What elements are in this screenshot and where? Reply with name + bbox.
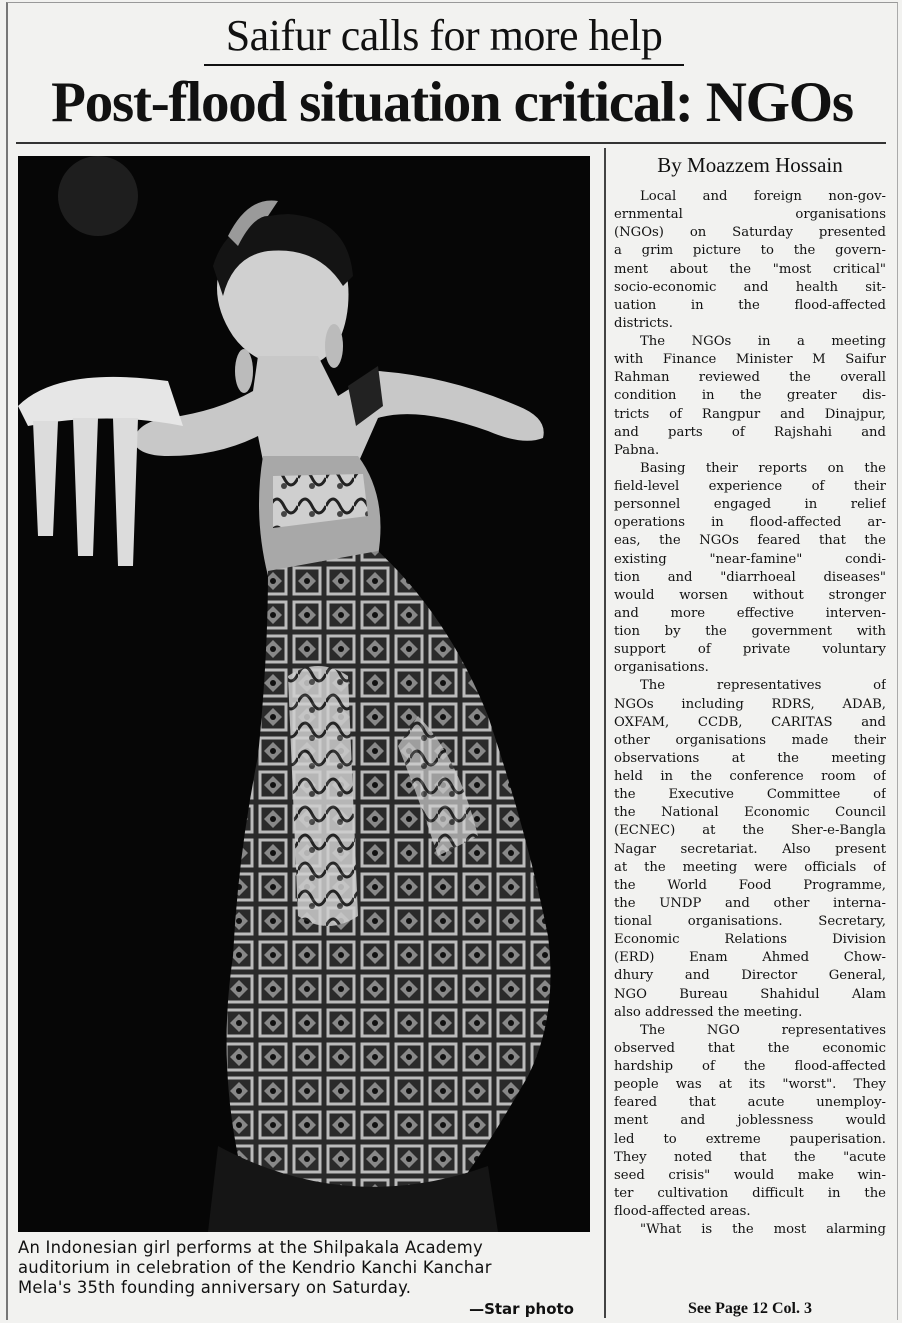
article-line: The NGO representatives [640, 1022, 886, 1038]
article-line: (ERD) Enam Ahmed Chow- [614, 950, 886, 966]
article-line: The NGOs in a meeting [640, 334, 886, 349]
article-line: the World Food Programme, [614, 877, 886, 893]
article-line: OXFAM, CCDB, CARITAS and [614, 714, 886, 730]
article-line: tion by the government with [614, 624, 886, 639]
article-line: ment about the "most critical" [614, 261, 886, 277]
article-line: dhury and Director General, [614, 968, 886, 984]
article-line: with Finance Minister M Saifur [614, 352, 886, 368]
article-line: Local and foreign non-gov- [640, 189, 886, 204]
article-line: the UNDP and other interna- [614, 895, 886, 911]
continuation-line: See Page 12 Col. 3 [688, 1300, 812, 1317]
article-line: (NGOs) on Saturday presented [614, 225, 886, 241]
article-line: observations at the meeting [614, 750, 886, 766]
article-line: NGOs including RDRS, ADAB, [614, 696, 886, 712]
article-line: ment and joblessness would [614, 1113, 886, 1129]
article-line: a grim picture to the govern- [614, 243, 886, 259]
article-line: organisations. [614, 660, 709, 676]
byline: By Moazzem Hossain [657, 153, 843, 177]
main-headline: Post-flood situation critical: NGOs [51, 71, 853, 134]
article-line: Basing their reports on the [640, 460, 886, 476]
article-line: tion and "diarrhoeal diseases" [614, 569, 886, 585]
article-line: field-level experience of their [614, 479, 886, 494]
article-line: Rahman reviewed the overall [614, 370, 886, 386]
photo-credit: —Star photo [469, 1300, 574, 1318]
article-line: personnel engaged in relief [614, 497, 886, 513]
article-line: the National Economic Council [614, 805, 886, 821]
article-line: and more effective interven- [614, 605, 886, 621]
photo-caption [18, 1238, 593, 1298]
article-line: operations in flood-affected ar- [614, 515, 886, 531]
article-line: "What is the most alarming [640, 1222, 886, 1238]
article-line: tricts of Rangpur and Dinajpur, [614, 406, 886, 422]
article-line: Nagar secretariat. Also present [614, 841, 886, 857]
article-line: observed that the economic [614, 1040, 886, 1056]
article-line: and parts of Rajshahi and [614, 424, 886, 440]
article-line: The representatives of [640, 678, 886, 694]
caption-line: Mela's 35th founding anniversary on Saturday. [18, 1278, 412, 1297]
article-line: Pabna. [614, 442, 660, 458]
article-line: districts. [614, 315, 673, 331]
article-line: people was at its "worst". They [614, 1077, 886, 1093]
article-line: They noted that the "acute [614, 1149, 886, 1165]
kicker-headline: Saifur calls for more help [204, 10, 684, 66]
article-line: flood-affected areas. [614, 1204, 751, 1219]
article-line: Economic Relations Division [614, 932, 886, 948]
caption-line: auditorium in celebration of the Kendrio Kanchi Kanchar [18, 1258, 492, 1277]
article-line: seed crisis" would make win- [614, 1167, 886, 1183]
caption-line: An Indonesian girl performs at the Shilpakala Academy [18, 1238, 483, 1257]
article-line: tional organisations. Secretary, [614, 914, 886, 929]
article-line: other organisations made their [614, 732, 886, 748]
article-line: hardship of the flood-affected [614, 1059, 886, 1074]
article-line: existing "near-famine" condi- [614, 551, 886, 567]
article-line: feared that acute unemploy- [614, 1095, 886, 1111]
headline-rule [16, 142, 886, 144]
article-line: ter cultivation difficult in the [614, 1185, 886, 1201]
column-rule [604, 148, 606, 1318]
article-line: would worsen without stronger [614, 587, 886, 603]
article-line: the Executive Committee of [614, 787, 886, 803]
article-line: at the meeting were officials of [614, 859, 886, 875]
article-line: socio-economic and health sit- [614, 279, 886, 295]
article-line: held in the conference room of [614, 769, 886, 784]
article-line: eas, the NGOs feared that the [614, 533, 886, 549]
article-line: also addressed the meeting. [614, 1004, 803, 1020]
article-line: support of private voluntary [614, 642, 886, 658]
article-body [614, 188, 886, 1239]
article-line: NGO Bureau Shahidul Alam [614, 986, 886, 1002]
article-line: uation in the flood-affected [614, 297, 886, 313]
article-line: ernmental organisations [614, 207, 886, 223]
article-line: led to extreme pauperisation. [614, 1131, 886, 1147]
article-line: condition in the greater dis- [614, 388, 886, 404]
article-line: (ECNEC) at the Sher-e-Bangla [614, 823, 886, 839]
news-photo [18, 156, 590, 1232]
